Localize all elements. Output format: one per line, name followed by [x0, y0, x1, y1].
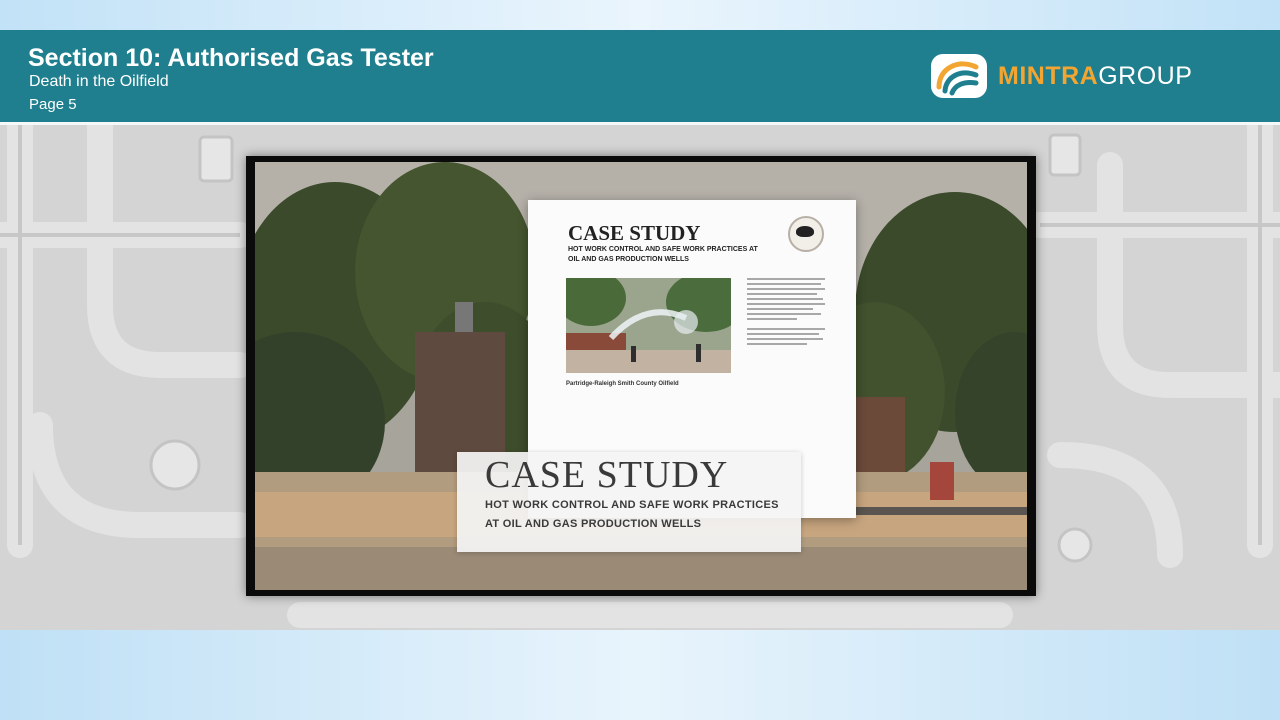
firefighting-photo	[566, 278, 731, 373]
text-line	[747, 308, 813, 310]
brand-wordmark	[998, 62, 1192, 91]
text-line	[747, 318, 797, 320]
document-caption: Partridge-Raleigh Smith County Oilfield	[566, 381, 679, 387]
document-body-text	[747, 278, 827, 348]
document-title: CASE STUDY	[568, 221, 701, 245]
document-photo	[566, 278, 731, 373]
text-line	[747, 298, 823, 300]
text-line	[747, 283, 821, 285]
text-line	[747, 333, 819, 335]
top-strip	[0, 0, 1280, 30]
brand-strong: MINTRA	[998, 61, 1099, 90]
document-subtitle: HOT WORK CONTROL AND SAFE WORK PRACTICES AT OIL AND GAS PRODUCTION WELLS	[568, 246, 758, 263]
module-subtitle: Death in the Oilfield	[29, 73, 169, 90]
bottom-area	[0, 630, 1280, 720]
mintra-logo-icon	[930, 53, 988, 99]
text-line	[747, 313, 821, 315]
text-line	[747, 343, 807, 345]
page-indicator: Page 5	[29, 96, 77, 113]
text-line	[747, 338, 823, 340]
document-emblem-mark	[796, 226, 814, 237]
text-line	[747, 278, 825, 280]
overlay-title: CASE STUDY	[485, 454, 729, 496]
overlay-subtitle: HOT WORK CONTROL AND SAFE WORK PRACTICES AT OIL AND GAS PRODUCTION WELLS	[485, 499, 779, 530]
section-title: Section 10: Authorised Gas Tester	[28, 44, 434, 72]
text-line	[747, 288, 825, 290]
brand-light: GROUP	[1098, 61, 1193, 90]
mintra-logo	[930, 53, 1192, 99]
text-line	[747, 328, 825, 330]
text-line	[747, 303, 825, 305]
text-line	[747, 293, 817, 295]
